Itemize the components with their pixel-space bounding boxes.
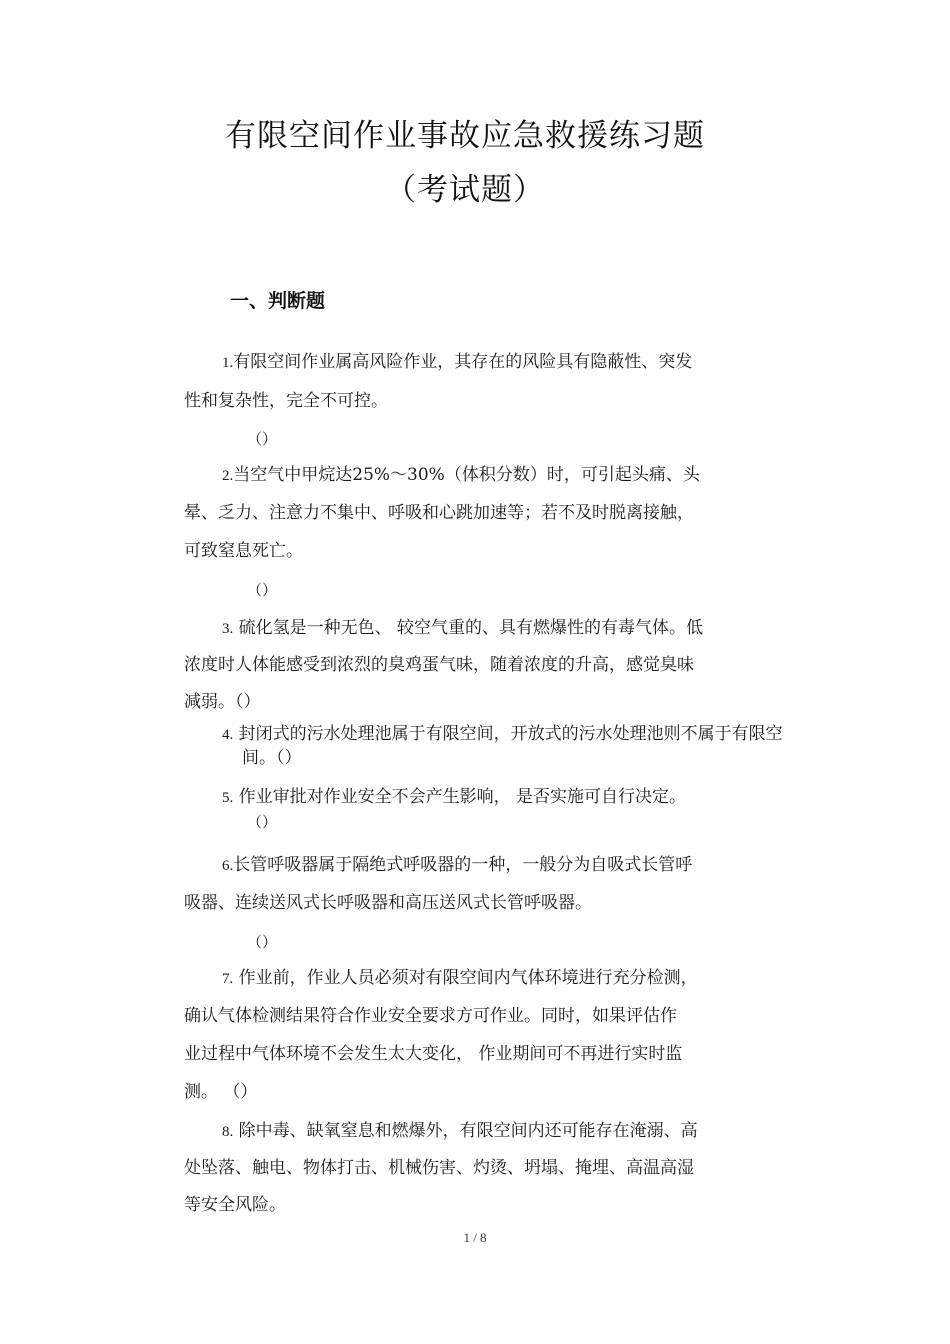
question-7-line-2: 确认气体检测结果符合作业安全要求方可作业。同时，如果评估作: [184, 1006, 677, 1026]
question-7-line-4: 测。 （）: [184, 1082, 258, 1102]
question-1-line-2: 性和复杂性，完全不可控。: [184, 391, 388, 411]
section-heading: 一、判断题: [230, 290, 326, 312]
answer-blank: （）: [247, 581, 278, 599]
page-number: 1 / 8: [463, 1230, 487, 1245]
question-8-line-3: 等安全风险。: [184, 1195, 286, 1215]
document-title: 有限空间作业事故应急救援练习题: [225, 118, 705, 154]
question-7-line-3: 业过程中气体环境不会发生太大变化， 作业期间可不再进行实时监: [184, 1044, 683, 1064]
question-text: 硫化氢是一种无色、 较空气重的、具有燃爆性的有毒气体。低: [238, 618, 704, 638]
question-5-line-1: [222, 786, 686, 809]
question-6-line-1: [222, 854, 692, 877]
question-text: 当空气中甲烷达25%～30%（体积分数）时，可引起头痛、头: [233, 465, 700, 485]
question-number: 3.: [222, 621, 234, 637]
question-number: 4.: [222, 727, 234, 743]
question-2-line-1: [222, 464, 700, 487]
question-text: 作业审批对作业安全不会产生影响， 是否实施可自行决定。: [238, 787, 687, 807]
question-4-line-2: 间。（）: [242, 748, 302, 768]
question-3-line-2: 浓度时人体能感受到浓烈的臭鸡蛋气味，随着浓度的升高，感觉臭味: [184, 655, 694, 675]
question-3-line-3: 减弱。（）: [184, 692, 261, 712]
question-text: 封闭式的污水处理池属于有限空间，开放式的污水处理池则不属于有限空: [238, 724, 783, 744]
question-2-line-3: 可致窒息死亡。: [184, 541, 303, 561]
question-text: 作业前，作业人员必须对有限空间内气体环境进行充分检测，: [238, 968, 698, 988]
question-number: 2.: [222, 468, 234, 484]
question-2-line-2: 晕、乏力、注意力不集中、呼吸和心跳加速等；若不及时脱离接触，: [184, 503, 694, 523]
question-number: 8.: [222, 1124, 234, 1140]
question-7-line-1: [222, 967, 698, 990]
document-subtitle: （考试题）: [385, 172, 545, 208]
question-text: 除中毒、缺氧窒息和燃爆外，有限空间内还可能存在淹溺、高: [238, 1121, 698, 1141]
question-text: 有限空间作业属高风险作业，其存在的风险具有隐蔽性、突发: [233, 352, 693, 372]
question-number: 7.: [222, 971, 234, 987]
answer-blank: （）: [247, 933, 278, 951]
question-1-line-1: [222, 351, 692, 374]
question-8-line-1: [222, 1120, 698, 1143]
question-4-line-1: [222, 723, 783, 746]
question-number: 6.: [222, 858, 234, 874]
question-8-line-2: 处坠落、触电、物体打击、机械伤害、灼烫、坍塌、掩埋、高温高湿: [184, 1158, 694, 1178]
question-text: 长管呼吸器属于隔绝式呼吸器的一种，一般分为自吸式长管呼: [233, 855, 693, 875]
question-6-line-2: 吸器、连续送风式长呼吸器和高压送风式长管呼吸器。: [184, 893, 592, 913]
answer-blank: （）: [247, 813, 278, 831]
question-number: 1.: [222, 355, 234, 371]
question-number: 5.: [222, 790, 234, 806]
answer-blank: （）: [247, 430, 278, 448]
question-3-line-1: [222, 617, 703, 640]
